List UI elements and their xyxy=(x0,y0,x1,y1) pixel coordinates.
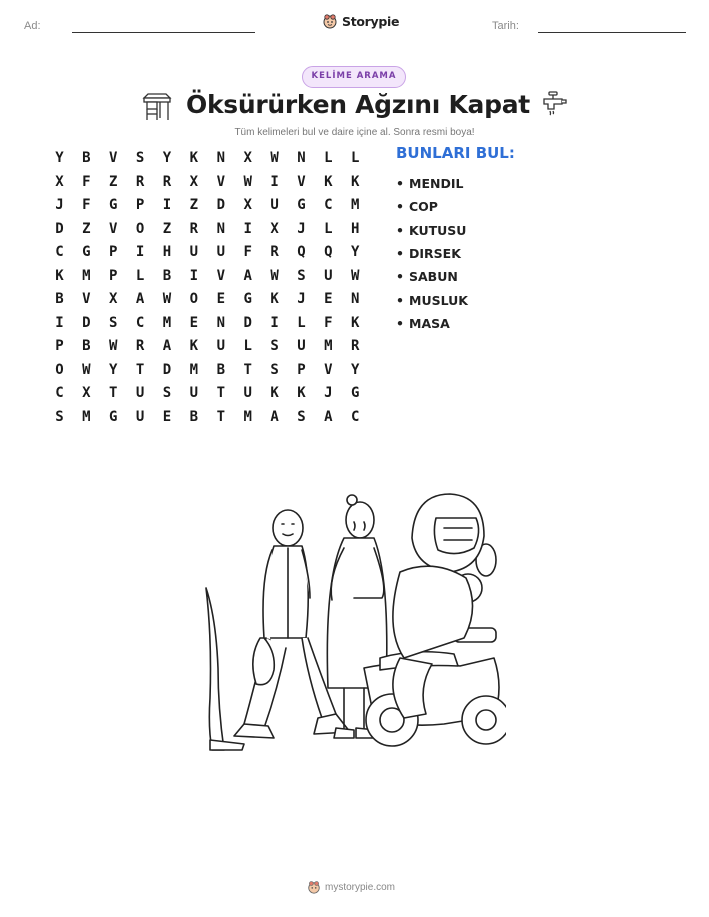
grid-letter[interactable]: N xyxy=(216,220,225,237)
word-list-title: BUNLARI BUL: xyxy=(396,144,515,162)
word-list-item xyxy=(396,195,468,218)
storypie-logo-icon xyxy=(307,880,321,894)
grid-letter[interactable]: D xyxy=(55,220,64,237)
bullet: • xyxy=(396,222,404,238)
word-list xyxy=(396,172,468,335)
grid-letter[interactable]: Z xyxy=(82,220,91,237)
grid-letter[interactable]: T xyxy=(216,385,225,401)
grid-letter[interactable]: L xyxy=(324,150,333,166)
grid-row xyxy=(46,265,369,289)
grid-letter[interactable]: G xyxy=(82,244,91,260)
grid-letter[interactable]: P xyxy=(109,267,118,284)
footer xyxy=(307,880,395,894)
grid-letter[interactable]: D xyxy=(82,314,91,331)
grid-letter[interactable]: X xyxy=(243,150,252,166)
grid-letter[interactable]: N xyxy=(351,291,360,307)
grid-letter[interactable]: L xyxy=(351,150,360,166)
grid-letter[interactable]: M xyxy=(82,267,91,284)
date-label: Tarih: xyxy=(492,20,519,32)
grid-letter[interactable]: Z xyxy=(162,220,172,237)
grid-letter[interactable]: B xyxy=(82,150,91,166)
grid-letter[interactable]: C xyxy=(324,197,333,213)
grid-letter[interactable]: S xyxy=(270,361,279,378)
grid-letter[interactable]: E xyxy=(162,408,172,425)
grid-letter[interactable]: M xyxy=(189,361,199,378)
grid-letter[interactable]: K xyxy=(189,338,199,354)
bullet: • xyxy=(396,292,404,308)
grid-letter[interactable]: D xyxy=(243,314,252,331)
grid-letter[interactable]: P xyxy=(135,197,145,213)
grid-letter[interactable]: V xyxy=(297,173,306,190)
grid-letter[interactable]: V xyxy=(324,361,333,378)
grid-row xyxy=(46,312,369,336)
grid-letter[interactable]: P xyxy=(297,361,306,378)
word-list-item xyxy=(396,288,468,311)
grid-letter[interactable]: U xyxy=(216,244,225,260)
grid-letter[interactable]: R xyxy=(270,244,279,260)
grid-letter[interactable]: Y xyxy=(351,361,360,378)
name-label: Ad: xyxy=(24,20,41,32)
grid-letter[interactable]: W xyxy=(270,267,279,284)
grid-letter[interactable]: P xyxy=(109,244,118,260)
word-list-item xyxy=(396,172,468,195)
grid-letter[interactable]: P xyxy=(55,338,64,354)
word-list-word: COP xyxy=(409,199,438,215)
grid-letter[interactable]: X xyxy=(109,291,118,307)
grid-letter[interactable]: X xyxy=(189,173,199,190)
bullet: • xyxy=(396,246,404,262)
grid-letter[interactable]: R xyxy=(351,338,360,354)
grid-letter[interactable]: B xyxy=(55,291,64,307)
grid-letter[interactable]: M xyxy=(351,197,360,213)
grid-letter[interactable]: S xyxy=(297,267,306,284)
grid-letter[interactable]: I xyxy=(270,173,279,190)
word-list-item xyxy=(396,312,468,335)
grid-row xyxy=(46,335,369,359)
grid-letter[interactable]: D xyxy=(162,361,172,378)
grid-letter[interactable]: Y xyxy=(351,244,360,260)
grid-letter[interactable]: L xyxy=(324,220,333,237)
desk-icon xyxy=(140,90,174,122)
grid-letter[interactable]: U xyxy=(270,197,279,213)
coloring-illustration xyxy=(204,488,506,754)
grid-letter[interactable]: E xyxy=(189,314,199,331)
storypie-logo-icon xyxy=(322,13,338,29)
grid-letter[interactable]: U xyxy=(216,338,225,354)
grid-row xyxy=(46,171,369,195)
activity-badge: KELİME ARAMA xyxy=(302,66,406,88)
grid-letter[interactable]: S xyxy=(135,150,145,166)
bullet: • xyxy=(396,315,404,331)
grid-letter[interactable]: I xyxy=(189,267,199,284)
word-list-word: SABUN xyxy=(409,269,458,285)
grid-letter[interactable]: B xyxy=(82,338,91,354)
grid-letter[interactable]: K xyxy=(189,150,199,166)
grid-letter[interactable]: K xyxy=(55,267,64,284)
grid-letter[interactable]: A xyxy=(162,338,172,354)
grid-letter[interactable]: T xyxy=(243,361,252,378)
grid-letter[interactable]: R xyxy=(189,220,199,237)
grid-letter[interactable]: F xyxy=(324,314,333,331)
grid-letter[interactable]: A xyxy=(324,408,333,425)
grid-letter[interactable]: S xyxy=(270,338,279,354)
grid-letter[interactable]: V xyxy=(109,220,118,237)
grid-letter[interactable]: V xyxy=(216,173,225,190)
grid-letter[interactable]: J xyxy=(297,220,306,237)
word-list-item xyxy=(396,265,468,288)
word-list-word: MASA xyxy=(409,315,450,331)
grid-letter[interactable]: N xyxy=(297,150,306,166)
grid-letter[interactable]: X xyxy=(55,173,64,190)
grid-letter[interactable]: M xyxy=(324,338,333,354)
grid-letter[interactable]: S xyxy=(55,408,64,425)
name-line[interactable] xyxy=(72,32,255,33)
grid-letter[interactable]: F xyxy=(243,244,252,260)
grid-row xyxy=(46,147,369,171)
grid-letter[interactable]: N xyxy=(216,314,225,331)
grid-letter[interactable]: K xyxy=(270,385,279,401)
grid-letter[interactable]: J xyxy=(297,291,306,307)
word-list-word: MUSLUK xyxy=(409,292,468,308)
grid-letter[interactable]: B xyxy=(162,267,172,284)
grid-letter[interactable]: V xyxy=(216,267,225,284)
grid-letter[interactable]: B xyxy=(216,361,225,378)
grid-letter[interactable]: U xyxy=(324,267,333,284)
grid-letter[interactable]: L xyxy=(297,314,306,331)
grid-letter[interactable]: W xyxy=(109,338,118,354)
grid-letter[interactable]: B xyxy=(189,408,199,425)
grid-letter[interactable]: C xyxy=(55,385,64,401)
date-line[interactable] xyxy=(538,32,686,33)
grid-letter[interactable]: Q xyxy=(297,244,306,260)
grid-letter[interactable]: U xyxy=(243,385,252,401)
grid-letter[interactable]: G xyxy=(351,385,360,401)
grid-letter[interactable]: U xyxy=(135,408,145,425)
grid-letter[interactable]: S xyxy=(162,385,172,401)
grid-letter[interactable]: K xyxy=(324,173,333,190)
grid-letter[interactable]: T xyxy=(135,361,145,378)
grid-row xyxy=(46,241,369,265)
word-list-word: KUTUSU xyxy=(409,222,467,238)
grid-letter[interactable]: A xyxy=(243,267,252,284)
grid-letter[interactable]: D xyxy=(216,197,225,213)
grid-letter[interactable]: T xyxy=(216,408,225,425)
grid-letter[interactable]: M xyxy=(162,314,172,331)
grid-row xyxy=(46,359,369,383)
grid-letter[interactable]: H xyxy=(351,220,360,237)
grid-letter[interactable]: A xyxy=(135,291,145,307)
grid-row xyxy=(46,382,369,406)
grid-letter[interactable]: N xyxy=(216,150,225,166)
grid-letter[interactable]: F xyxy=(82,197,91,213)
grid-letter[interactable]: G xyxy=(109,197,118,213)
grid-letter[interactable]: S xyxy=(297,408,306,425)
grid-letter[interactable]: W xyxy=(82,361,91,378)
grid-letter[interactable]: T xyxy=(109,385,118,401)
footer-url[interactable]: mystorypie.com xyxy=(325,881,396,893)
grid-letter[interactable]: Z xyxy=(109,173,118,190)
grid-letter[interactable]: H xyxy=(162,244,172,260)
grid-letter[interactable]: U xyxy=(135,385,145,401)
bullet: • xyxy=(396,176,404,192)
grid-letter[interactable]: X xyxy=(82,385,91,401)
grid-letter[interactable]: C xyxy=(351,408,360,425)
word-list-word: MENDIL xyxy=(409,176,464,192)
grid-letter[interactable]: K xyxy=(351,314,360,331)
bullet: • xyxy=(396,199,404,215)
grid-letter[interactable]: G xyxy=(297,197,306,213)
grid-letter[interactable]: R xyxy=(162,173,172,190)
grid-letter[interactable]: C xyxy=(55,244,64,260)
grid-letter[interactable]: Z xyxy=(189,197,199,213)
grid-letter[interactable]: J xyxy=(324,385,333,401)
grid-letter[interactable]: V xyxy=(82,291,91,307)
grid-letter[interactable]: I xyxy=(55,314,64,331)
grid-letter[interactable]: S xyxy=(109,314,118,331)
grid-letter[interactable]: A xyxy=(270,408,279,425)
grid-row xyxy=(46,194,369,218)
brand-logo xyxy=(322,13,399,29)
grid-letter[interactable]: X xyxy=(270,220,279,237)
word-list-item xyxy=(396,219,468,242)
grid-letter[interactable]: M xyxy=(243,408,252,425)
grid-letter[interactable]: U xyxy=(189,385,199,401)
grid-letter[interactable]: K xyxy=(297,385,306,401)
faucet-icon xyxy=(540,90,568,118)
grid-row xyxy=(46,406,369,430)
grid-letter[interactable]: G xyxy=(109,408,118,425)
grid-letter[interactable]: R xyxy=(135,173,145,190)
grid-letter[interactable]: I xyxy=(270,314,279,331)
grid-letter[interactable]: Y xyxy=(162,150,172,166)
grid-letter[interactable]: X xyxy=(243,197,252,213)
grid-letter[interactable]: C xyxy=(135,314,145,331)
brand-name: Storypie xyxy=(342,13,400,29)
grid-letter[interactable]: K xyxy=(351,173,360,190)
grid-row xyxy=(46,288,369,312)
grid-letter[interactable]: U xyxy=(297,338,306,354)
grid-letter[interactable]: U xyxy=(189,244,199,260)
grid-letter[interactable]: Y xyxy=(55,150,64,166)
grid-letter[interactable]: W xyxy=(162,291,172,307)
grid-letter[interactable]: V xyxy=(109,150,118,166)
page-title: Öksürürken Ağzını Kapat xyxy=(186,90,530,119)
grid-row xyxy=(46,218,369,242)
grid-letter[interactable]: O xyxy=(189,291,199,307)
grid-letter[interactable]: W xyxy=(351,267,360,284)
grid-letter[interactable]: J xyxy=(55,197,64,213)
grid-letter[interactable]: L xyxy=(135,267,145,284)
grid-letter[interactable]: W xyxy=(270,150,279,166)
instructions: Tüm kelimeleri bul ve daire içine al. Sonra resmi boya! xyxy=(234,127,475,138)
grid-letter[interactable]: R xyxy=(135,338,145,354)
grid-letter[interactable]: I xyxy=(243,220,252,237)
grid-letter[interactable]: E xyxy=(216,291,225,307)
grid-letter[interactable]: F xyxy=(82,173,91,190)
grid-letter[interactable]: Y xyxy=(109,361,118,378)
grid-letter[interactable]: G xyxy=(243,291,252,307)
grid-letter[interactable]: Q xyxy=(324,244,333,260)
grid-letter[interactable]: E xyxy=(324,291,333,307)
grid-letter[interactable]: O xyxy=(55,361,64,378)
grid-letter[interactable]: O xyxy=(135,220,145,237)
word-list-word: DIRSEK xyxy=(409,246,461,262)
grid-letter[interactable]: L xyxy=(243,338,252,354)
grid-letter[interactable]: M xyxy=(82,408,91,425)
grid-letter[interactable]: W xyxy=(243,173,252,190)
bullet: • xyxy=(396,269,404,285)
grid-letter[interactable]: K xyxy=(270,291,279,307)
word-search-grid xyxy=(46,147,369,429)
word-list-item xyxy=(396,242,468,265)
grid-letter[interactable]: I xyxy=(162,197,172,213)
grid-letter[interactable]: I xyxy=(135,244,145,260)
